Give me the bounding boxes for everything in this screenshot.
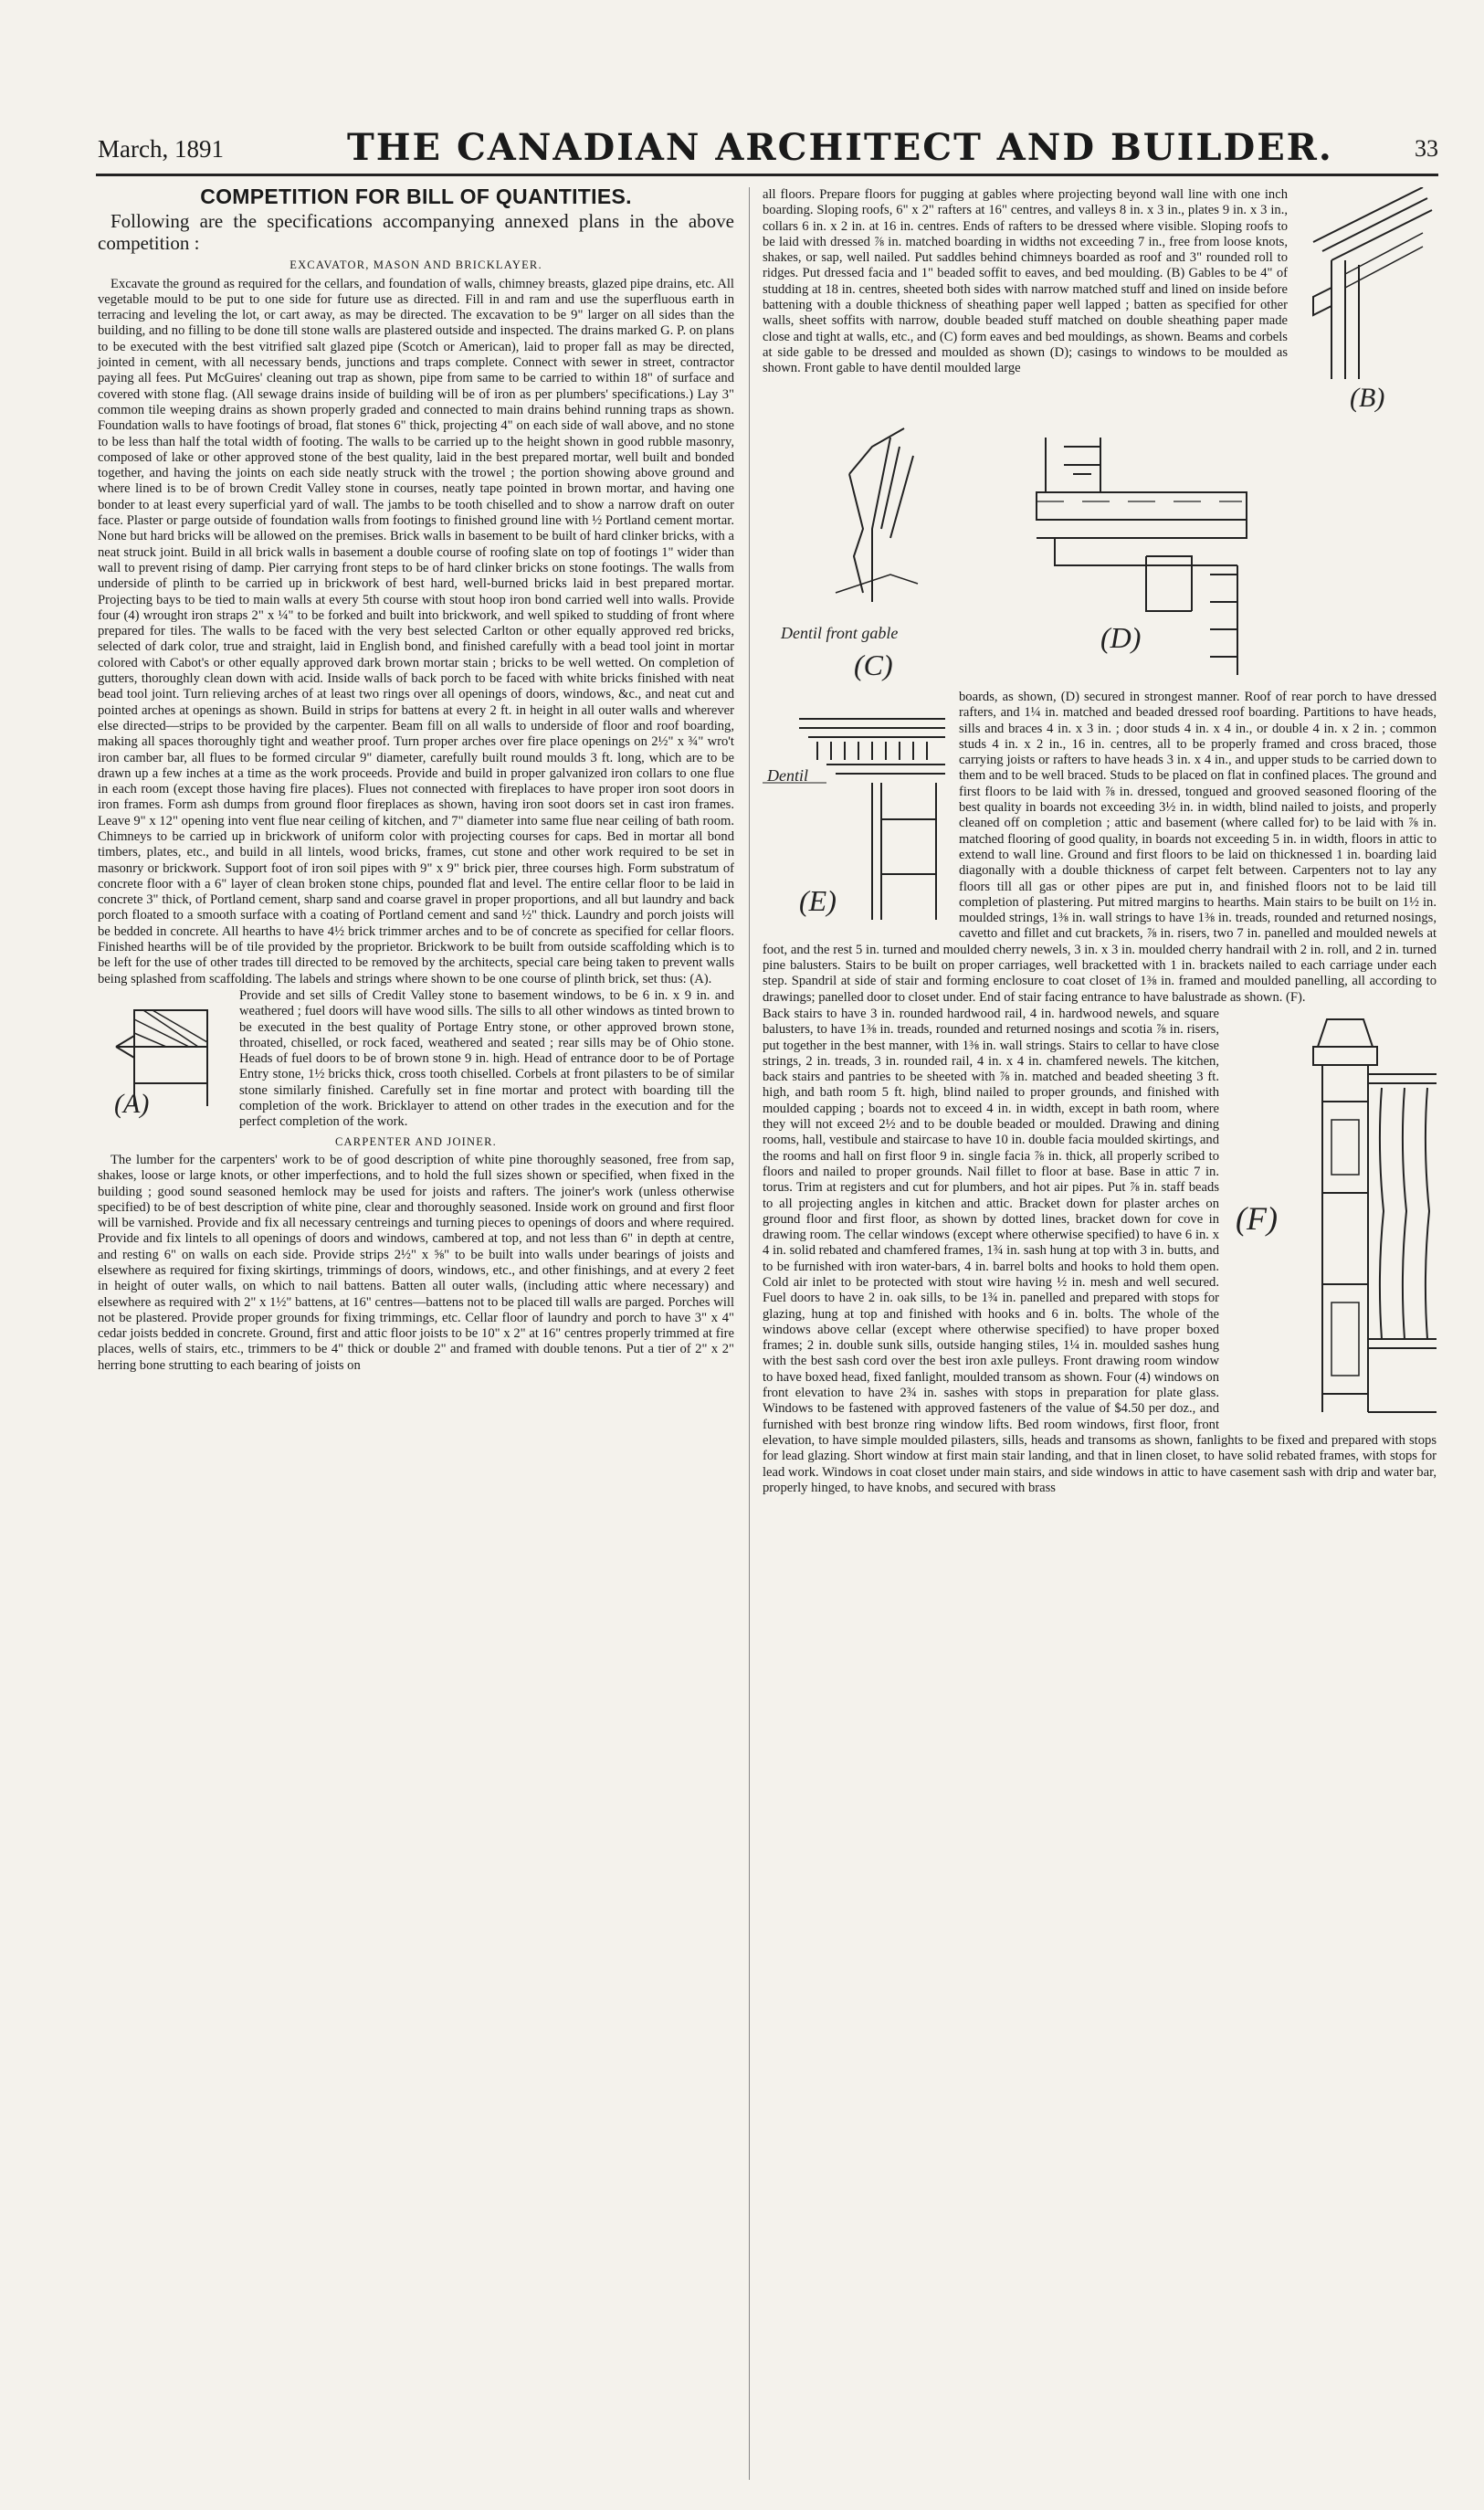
figure-b-label: (B) (1350, 383, 1385, 413)
figure-c-label: (C) (854, 649, 893, 681)
figure-f-label: (F) (1236, 1199, 1278, 1237)
page-header (0, 126, 1484, 181)
stairs-windows-paragraph: Back stairs to have 3 in. rounded hardwood rail, 4 in. hardwood newels, and square balusters, to have 1⅜ in. treads, rounded and returned nosings and scotia ⅞ in. risers, put together in the best manner, with 1⅜ in. wall strings. Stairs to cellar to have close strings, 2 in. treads, 3 in. rounded rail, 4 in. x 4 in. chamfered newels. The kitchen, back stairs and pantries to be sheeted with ⅞ in. matched and beaded sheeting 3 ft. high, and bath room 5 ft. high, blind nailed to proper grounds, and finished with moulded capping ; boards not to exceed 4 in. in width, except in bath room, where they will not exceed 2½ and to be double beaded or moulded. Drawing and dining rooms, hall, vestibule and staircase to have 10 in. double facia moulded skirtings, and the rooms and hall on first floor 9 in. single facia ⅞ in. thick, all properly scribed to floors and nailed to proper grounds. Nail fillet to floor at base. Base in attic 7 in. torus. Trim at registers and cut for plumbers, and hot air pipes. Put ⅞ in. staff beads to all projecting angles in kitchen and attic. Bracket down for plaster arches on ground floor and first floor, as shown by dotted lines, bracket down for cove in drawing room. The cellar windows (except where otherwise specified) to have 6 in. x 4 in. solid rebated and chamfered frames, 1¾ in. sash hung at top with 3 in. butts, and to be furnished with iron water-bars, 4 in. barrel bolts and hooks to hold them open. Cold air inlet to be protected with stout wire having ½ in. mesh and well secured. Fuel doors to have 2 in. oak sills, to be 1¾ in. panelled and prepared with stops for glazing, hung at top and finished with hooks and 6 in. bolts. The whole of the windows above cellar (except where otherwise specified) to have proper boxed frames; 2 in. double sunk sills, outside hanging stiles, 1¼ in. moulded sashes hung with the best sash cord over the best iron axle pulleys. Front drawing room window to have boxed head, fixed fanlight, moulded transom as shown. Four (4) windows on front elevation to have 2¾ in. sashes with stops in preparation for plate glass. Windows to be fastened with approved fasteners of the value of $4.50 per doz., and furnished with best bronze ring window lifts. Bed room windows, first floor, front elevation, to have simple moulded pilasters, sills, heads and transoms as shown, fanlights to be fixed and prepared with stops for lead glazing. Short window at first main stair landing, and that in linen closet, to have solid rebated frames, with stops for lead work. Windows in coat closet under main stairs, and side windows in attic to have casement sash with drip and water bar, properly hinged, to have knobs, and secured with brass (763, 1006, 1437, 1495)
figure-a-label: (A) (114, 1088, 150, 1119)
article-headline: COMPETITION FOR BILL OF QUANTITIES. (200, 185, 632, 208)
figure-c-caption: Dentil front gable (781, 624, 899, 642)
partitions-paragraph: boards, as shown, (D) secured in strongest manner. Roof of rear porch to have dressed rafters, and 1¼ in. matched and beaded dressed roof boarding. Partitions to have heads, sills and braces 4 in. x 3 in. ; door studs 4 in. x 4 in., or double 4 in. x 2 in. ; common studs 4 in. x 2 in., 16 in. centres, all to be properly framed and cross braced, those carrying joists or rafters to have heads 3 in. x 4 in., and upper studs to be carried down to them and to be well braced. Studs to be placed on flat in confined places. The ground and first floors to be laid with ⅞ in. dressed, tongued and grooved seasoned flooring of the best quality in boards not exceeding 3½ in. in width, blind nailed to joists, and properly cleaned off on completion ; attic and basement (where called for) to be laid with ⅞ in. matched flooring of good quality, in boards not exceeding 5 in. in width, floors in attic to extend to wall line. Ground and first floors to be laid on thicknessed 1 in. boarding laid diagonally with a double thickness of carpet felt between. Carpenters not to lay any floors till all gas or other pipes are put in, and finished floors not to be laid till completion of plastering. Put mitred margins to hearths. Main stairs to be built on 1½ in. moulded strings, 1⅜ in. wall strings to have 1⅜ in. treads, rounded and returned nosings, cavetto and fillet and cut brackets, ⅞ in. risers, two 7 in. panelled and moulded newels at foot, and the rest 5 in. turned and moulded cherry newels, 3 in. x 3 in. moulded cherry handrail with 2 in. roll, and 2 in. turned pine balusters. Stairs to be built on proper carriages, well bracketted with 1 in. brackets nailed to each carriage under each step. Spandril at side of stair and forming enclosure to coat closet of 1⅜ in. framed and moulded panelling, all according to drawings; panelled door to closet under. End of stair facing entrance to have balustrade as shown. (F). (763, 690, 1437, 1005)
section-title-carpenter: CARPENTER AND JOINER. (335, 1134, 497, 1148)
left-column (98, 187, 734, 1375)
header-rule (96, 174, 1438, 176)
column-divider (749, 187, 750, 2480)
figure-e-label: (E) (799, 884, 837, 917)
figures-c-d-gable-details (763, 419, 1437, 686)
figure-e-dentil-detail (763, 691, 950, 931)
publication-title: THE CANADIAN ARCHITECT AND BUILDER. (347, 126, 1333, 169)
page-number: 33 (1415, 135, 1438, 162)
section-title-mason: EXCAVATOR, MASON AND BRICKLAYER. (289, 258, 542, 272)
sills-paragraph: Provide and set sills of Credit Valley stone to basement windows, to be 6 in. x 9 in. and weathered ; fuel doors will have wood sills. The sills to all other windows as tinted brown to be executed in the best quality of Portage Entry stone, or other approved brown stone, throated, chiselled, or rock faced, weathered and seated ; rear sills may be of Ohio stone. Heads of fuel doors to be of brown stone 9 in. high. Head of entrance door to be of Portage Entry stone, 1½ bricks thick, cross tooth chiselled. Corbels at front pilasters to be of similar stone similarly finished. Carefully set in fine mortar and protect with boarding till the completion of the work. Bricklayer to attend on other trades in the execution and for the perfect completion of the work. (239, 987, 734, 1130)
figure-a-sill-detail (98, 992, 230, 1129)
figure-b-eaves-detail (1295, 187, 1437, 416)
carpenter-paragraph: The lumber for the carpenters' work to be of good description of white pine thoroughly seasoned, free from sap, shakes, loose or large knots, or other imperfections, and to hold the full sizes shown or specified, when fixed in the building ; good sound seasoned hemlock may be used for joists and rafters. The joiner's work (unless otherwise specified) to be of best description of white pine, clear and thoroughly seasoned. Inside work on ground and first floor will be varnished. Provide and fix all necessary centreings and turning pieces to openings of doors and where required. Provide and fix lintels to all openings of doors and windows, cambered at top, and not less than 6" in depth at centre, and resting 6" on walls on each side. Provide strips 2½" x ⅝" to be built into walls under bearings of joists and elsewhere as required for fixing skirtings, trimmings of doors, windows, etc., and other finishings, and at every 2 feet in height of outer walls, on which to nail battens. Batten all outer walls, (including attic where necessary) and elsewhere as required with 2" x 1½" battens, at 16" centres—battens not to be placed till walls are parged. Porches will not be plastered. Provide proper grounds for fixing trimmings, etc. Cellar floor of laundry and porch to have 3" x 4" cedar joists bedded in concrete. Ground, first and attic floor joists to be 10" x 2" at 16" centres properly trimmed at fire places, wells of stairs, etc., trimmers to be 4" thick or double 2" and framed with double tenons. Put a tier of 2" x 2" herring bone strutting to each bearing of joists on (98, 1152, 734, 1373)
roof-paragraph: all floors. Prepare floors for pugging at gables where projecting beyond wall line with one inch boarding. Sloping roofs, 6" x 2" rafters at 16" centres, and valleys 8 in. x 3 in., plates 9 in. x 3 in., collars 6 in. x 2 in. at 16 in. centres. Ends of rafters to be dressed where visible. Sloping roofs to be laid with dressed ⅞ in. matched boarding in widths not exceeding 7 in., free from loose knots, shakes, or sap, well nailed. Put saddles behind chimneys boarded as roof and 3" rounded roll to ridges. Put dressed facia and 1" beaded soffit to eaves, and bed moulding. (B) Gables to be 4" of studding at 18 in. centres, sheeted both sides with narrow matched stuff and lined on inside before battening with a double thickness of sheathing paper well lapped ; batten as specified for other walls, sheet soffits with narrow, double beaded stuff matched on double sheathing paper made close and tight at walls, etc., and (C) form eaves and bed mouldings, as shown. Beams and corbels at side gable to be dressed and moulded as shown (D); casings to windows to be moulded as shown. Front gable to have dentil moulded large (763, 187, 1288, 376)
right-column (763, 187, 1437, 1497)
figure-f-newel-balustrade (1226, 1010, 1437, 1426)
article-lead: Following are the specifications accompanying annexed plans in the above competition : (98, 210, 734, 255)
figure-e-caption: Dentil (767, 766, 808, 785)
mason-paragraph: Excavate the ground as required for the cellars, and foundation of walls, chimney breasts, glazed pipe drains, etc. All vegetable mould to be put to one side for future use as directed. Fill in and ram and use the superfluous earth in terracing and leveling the lot, or cart away, as may be directed. The excavation to be 9" larger on all sides than the building, and no filling to be done till stone walls are plastered outside and inspected. The drains marked G. P. on plans to be executed with the best vitrified salt glazed pipe (Scotch or American), laid to proper fall as may be directed, jointed in cement, with all necessary bends, junctions and traps complete. Connect with sewer in street, contractor paying all fees. Put McGuires' cleaning out trap as shown, pipe from same to be carried to within 18" of surface and covered with stone flag. (All sewage drains inside of building will be of iron as per plumbers' specifications.) Lay 3" common tile weeping drains as shown properly graded and connected to main drains behind running traps as shown. Foundation walls to have footings of broad, flat stones 6" thick, projecting 4" on each side of wall above, and no stone to be less than half the total width of footing. The walls to be carried up to the height shown in good rubble masonry, composed of lake or other approved stone of the best quality, laid in the best prepared mortar, well built and bonded together, and having the joints on each side neatly struck with the trowel ; the portion showing above ground and where lined is to be of brown Credit Valley stone in courses, neatly tape pointed in brown mortar, and having one bonder to at least every superficial yard of wall. The jambs to be tooth chiselled and to show a narrow draft on outer face. Plaster or parge outside of foundation walls from footings to finished ground line with ½ Portland cement mortar. None but hard bricks will be allowed on the premises. Brick walls in basement to be built of hard clinker bricks, with a neat struck joint. Build in all brick walls in basement a double course of roofing slate on top of footings 1" wider than wall to prevent rising of damp. Pier carrying front steps to be of hard clinker bricks on stone footings. The walls from underside of plinth to be carried up in brickwork of best hard, well-burned bricks laid in best prepared mortar. Projecting bays to be tied to main walls at every 5th course with stout hoop iron bond carried well into walls. Provide four (4) wrought iron straps 2" x ¼" to be forked and built into brickwork, and well spiked to studding of front where prepared for tiles. The walls to be faced with the very best selected Carlton or other equally approved red bricks, selected of dark color, true and straight, laid in English bond, and finished carefully with a bead tool joint in mortar colored with Cabot's or other equally approved dark brown mortar stain ; bricks to be well wetted. On completion of gutters, thoroughly clean down with acid. Inside walls of back porch to be faced with white bricks finished with neat bead tool joint. Turn relieving arches of at least two rings over all openings of doors, windows, &c., and neat cut and pointed arches at openings as shown. Build in strips for battens at every 2 ft. in height in all outer walls and wherever else directed—strips to be provided by the carpenter. Beam fill on all walls to underside of floor and roof boarding, making all spaces thoroughly tight and weather proof. Turn proper arches over fire place openings on 2½" x ¾" wro't iron camber bar, all flues to be formed circular 9" diameter, carefully built round moulds 3 ft. long, which are to be drawn up a few inches at a time as the work proceeds. Provide and build in proper galvanized iron collars to one flue in each room (except those having fire places). Flues not connected with fireplaces to have proper iron soot doors in iron frames. Form ash dumps from ground floor fireplaces as shown, having iron soot doors set in cast iron frames. Leave 9" x 12" opening into vent flue near ceiling of kitchen, and 7" diameter into same flue near ceiling of bath room. Chimneys to be carried up in brickwork of uniform color with projecting courses for caps. Bed in mortar all bond timbers, plates, etc., and build in all lintels, wood bricks, frames, cut stone and other work required to be set in masonry or brickwork. Support foot of iron soil pipes with 9" x 9" brick pier, three courses high. Form substratum of concrete floor with a 6" layer of clean broken stone chips, pounded flat and level. The entire cellar floor to be laid in concrete 3" thick, of Portland cement, sharp sand and coarse gravel in proper proportions, and all but laundry and back porch floated to a smooth surface with a coating of Portland cement and sand ½" thick. Laundry and porch joists will be bedded in concrete. All hearths to have 4½ brick trimmer arches and to be of concrete as specified for cellar floors. Finished hearths will be of tile provided by the proprietor. Brickwork to be built from outside scaffolding which is to be left for the use of other trades till directed to be removed by the architects, special care being taken to prevent walls being splashed from scaffolding. The labels and strings where shown to be one course of plinth brick, set thus: (A). (98, 276, 734, 986)
issue-date: March, 1891 (98, 135, 224, 163)
figure-d-label: (D) (1100, 621, 1142, 654)
